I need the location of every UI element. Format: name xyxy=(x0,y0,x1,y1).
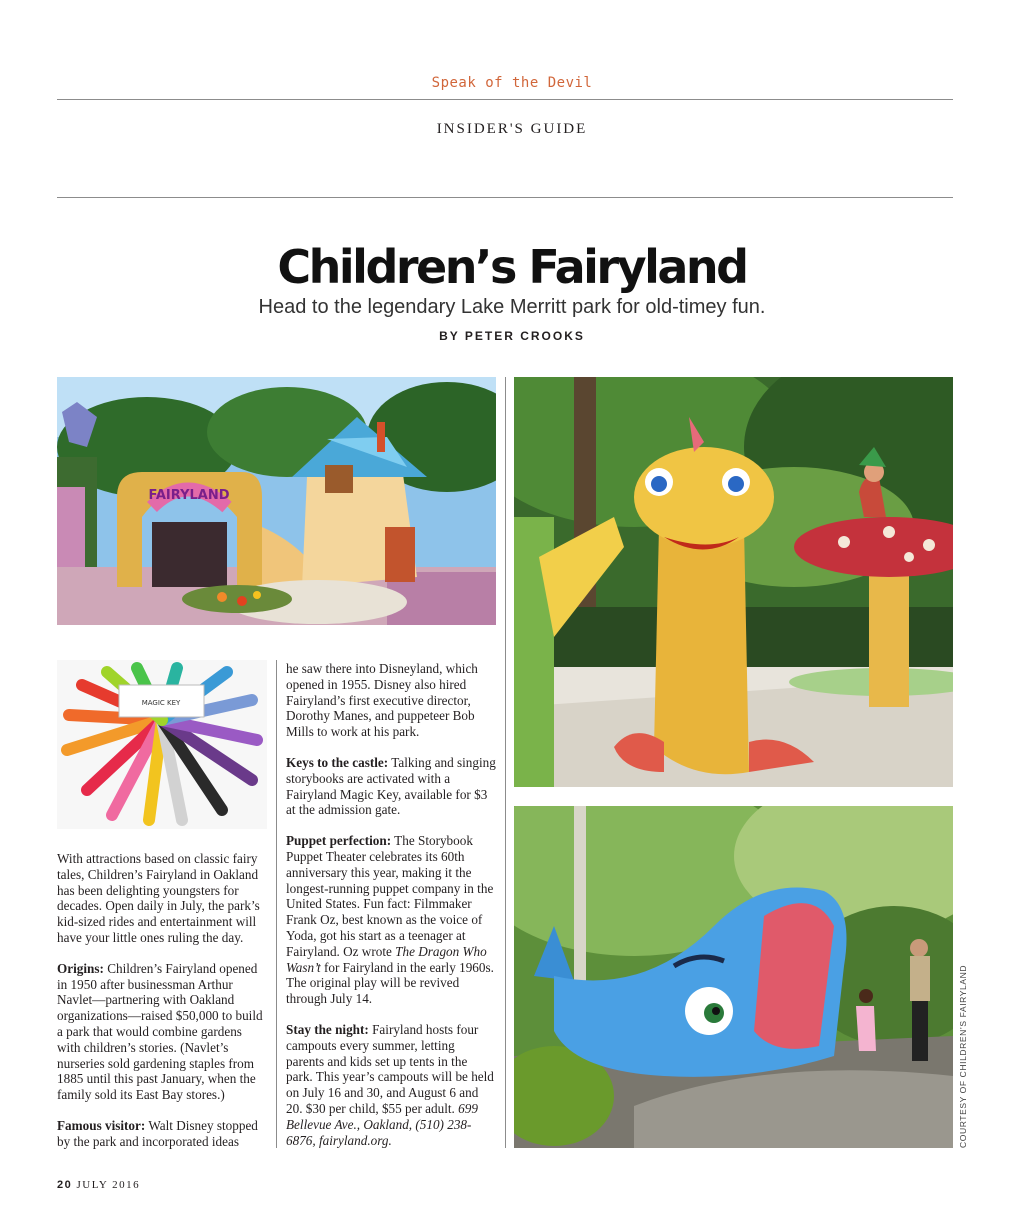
section-title: INSIDER'S GUIDE xyxy=(436,121,588,137)
intro-text: With attractions based on classic fairy tales, Children’s Fairyland in Oakland has been delighting youngsters for decades. Open daily in July, the park’s kid-sized rides and entertainment will have your little ones ruling the day. xyxy=(57,851,260,945)
visitor-continued-text: he saw there into Disneyland, which opened in 1955. Disney also hired Fairyland’s first executive director, Dorothy Manes, and puppeteer Bob Mills to work at his park. xyxy=(286,661,478,740)
photo-divider xyxy=(505,377,506,1148)
visitor-label: Famous visitor: xyxy=(57,1117,146,1133)
origins-label: Origins: xyxy=(57,960,104,976)
origins-paragraph xyxy=(57,961,267,1103)
page-footer xyxy=(57,1179,140,1191)
intro-paragraph xyxy=(57,851,267,946)
night-paragraph xyxy=(286,1022,496,1148)
keys-paragraph xyxy=(286,755,496,818)
section-kicker: Speak of the Devil xyxy=(431,75,593,91)
article-title: Children’s Fairyland xyxy=(277,240,747,294)
origins-text: Children’s Fairyland opened in 1950 after businessman Arthur Navlet—partnering with Oakland organizations—raised $50,000 to build a park that would combine gardens with children’s stories. (Navlet’s nurseries sold gardening staples from 1885 until this past January, when the family sold its East Bay stores.) xyxy=(57,960,263,1103)
text-column-1 xyxy=(57,851,267,1165)
puppet-text: The Storybook Puppet Theater celebrates its 60th anniversary this year, making it the longest-running puppet company in the United States. Fun fact: Filmmaker Frank Oz, best known as the voice of Yoda, got his start as a teenager at Fairyland. Oz wrote xyxy=(286,833,494,959)
visitor-continued-paragraph xyxy=(286,661,496,740)
keys-text: Talking and singing storybooks are activated with a Fairyland Magic Key, available for $3 at the admission gate. xyxy=(286,754,496,818)
issue-date: JULY 2016 xyxy=(76,1179,141,1191)
night-address: 699 Bellevue Ave., Oakland, (510) 238-6876, fairyland.org. xyxy=(286,1100,478,1148)
photo-credit: COURTESY OF CHILDREN’S FAIRYLAND xyxy=(958,964,968,1148)
photo-whale-slide xyxy=(514,806,953,1148)
photo-magic-keys xyxy=(57,660,267,829)
puppet-play-title: The Dragon Who Wasn’t xyxy=(286,943,487,975)
puppet-label: Puppet perfection: xyxy=(286,833,392,849)
night-text: Fairyland hosts four campouts every summer, letting parents and kids set up tents in the park. This year’s campouts will be held on July 16 and 30, and August 6 and 20. $30 per child, $55 per adult. xyxy=(286,1021,494,1116)
article-byline: BY PETER CROOKS xyxy=(439,329,585,343)
header-top-rule xyxy=(57,99,953,100)
photo-dragon-sculpture xyxy=(514,377,953,787)
page-number: 20 xyxy=(57,1179,73,1191)
key-card-text: MAGIC KEY xyxy=(141,699,181,707)
puppet-text-end: for Fairyland in the early 1960s. The original play will be revived through July 14. xyxy=(286,959,494,1007)
puppet-paragraph xyxy=(286,833,496,1007)
visitor-text: Walt Disney stopped by the park and incorporated ideas xyxy=(57,1117,258,1149)
column-divider xyxy=(276,660,277,1148)
visitor-paragraph xyxy=(57,1118,267,1150)
gate-sign-text: FAIRYLAND xyxy=(148,488,230,503)
night-label: Stay the night: xyxy=(286,1021,369,1037)
keys-label: Keys to the castle: xyxy=(286,754,389,770)
photo-fairyland-gate xyxy=(57,377,496,625)
text-column-2 xyxy=(286,661,496,1163)
header-bottom-rule xyxy=(57,197,953,198)
article-dek: Head to the legendary Lake Merritt park for old-timey fun. xyxy=(258,296,766,318)
